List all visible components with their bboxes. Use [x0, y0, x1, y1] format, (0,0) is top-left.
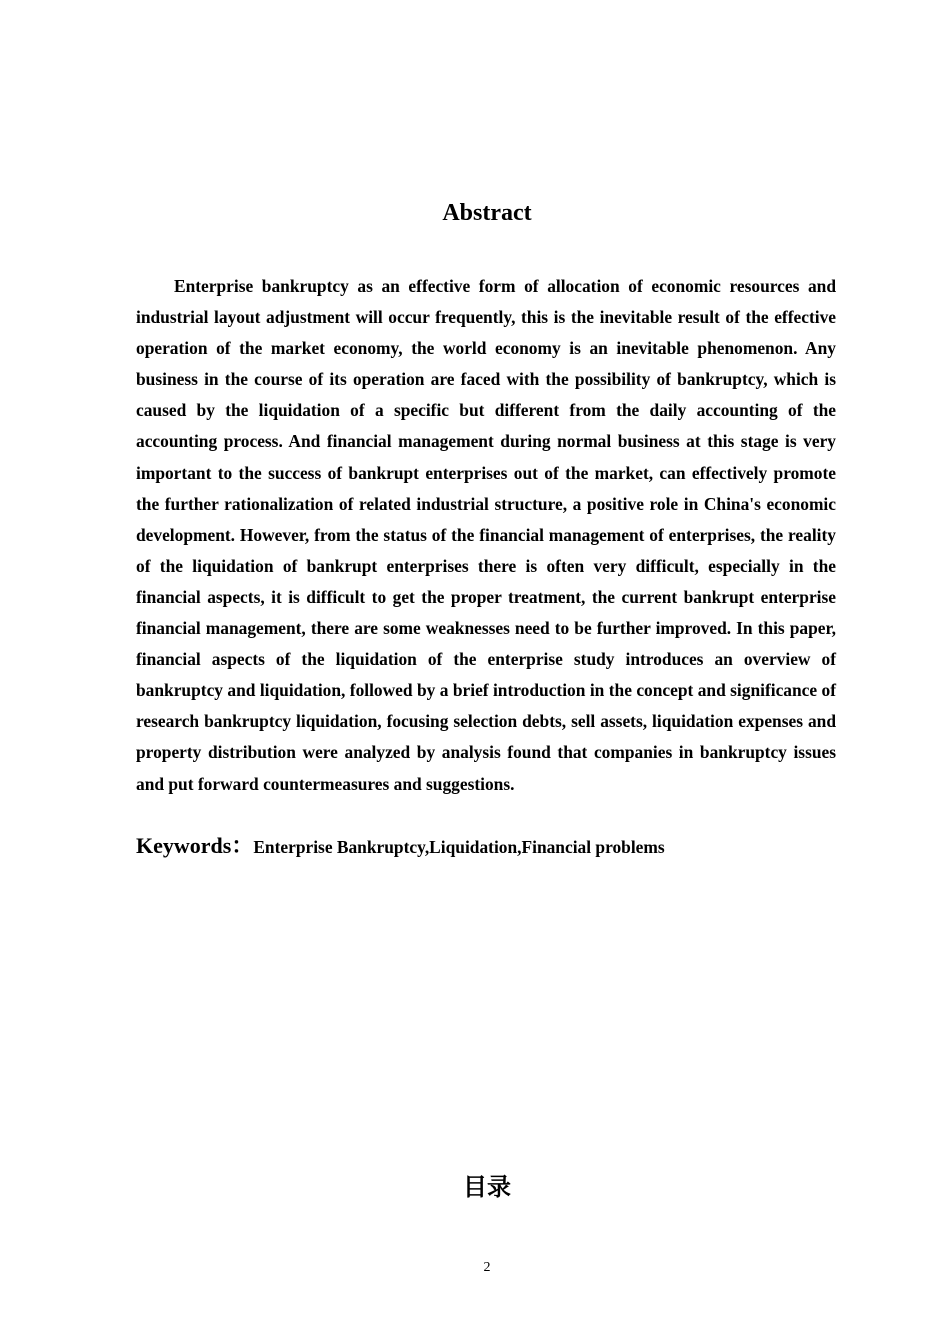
page-number: 2	[483, 1260, 491, 1275]
toc-title: 目录	[463, 1173, 511, 1201]
keywords-value: Enterprise Bankruptcy,Liquidation,Financial problems	[253, 837, 665, 857]
abstract-body: Enterprise bankruptcy as an effective form of allocation of economic resources and industrial layout adjustment will occur frequently, this is the inevitable result of the effective operation of the market economy, the world economy is an inevitable phenomenon. Any business in the course of its operation are faced with the possibility of bankruptcy, which is caused by the liquidation of a specific but different from the daily accounting of the accounting process. And financial management during normal business at this stage is very important to the success of bankrupt enterprises out of the market, can effectively promote the further rationalization of related industrial structure, a positive role in China's economic development. However, from the status of the financial management of enterprises, the reality of the liquidation of bankrupt enterprises there is often very difficult, especially in the financial aspects, it is difficult to get the proper treatment, the current bankrupt enterprise financial management, there are some weaknesses need to be further improved. In this paper, financial aspects of the liquidation of the enterprise study introduces an overview of bankruptcy and liquidation, followed by a brief introduction in the concept and significance of research bankruptcy liquidation, focusing selection debts, sell assets, liquidation expenses and property distribution were analyzed by analysis found that companies in bankruptcy issues and put forward countermeasures and suggestions.	[136, 276, 836, 794]
abstract-title: Abstract	[442, 200, 532, 226]
keywords-label: Keywords：	[136, 833, 254, 858]
keywords-line	[136, 830, 836, 865]
